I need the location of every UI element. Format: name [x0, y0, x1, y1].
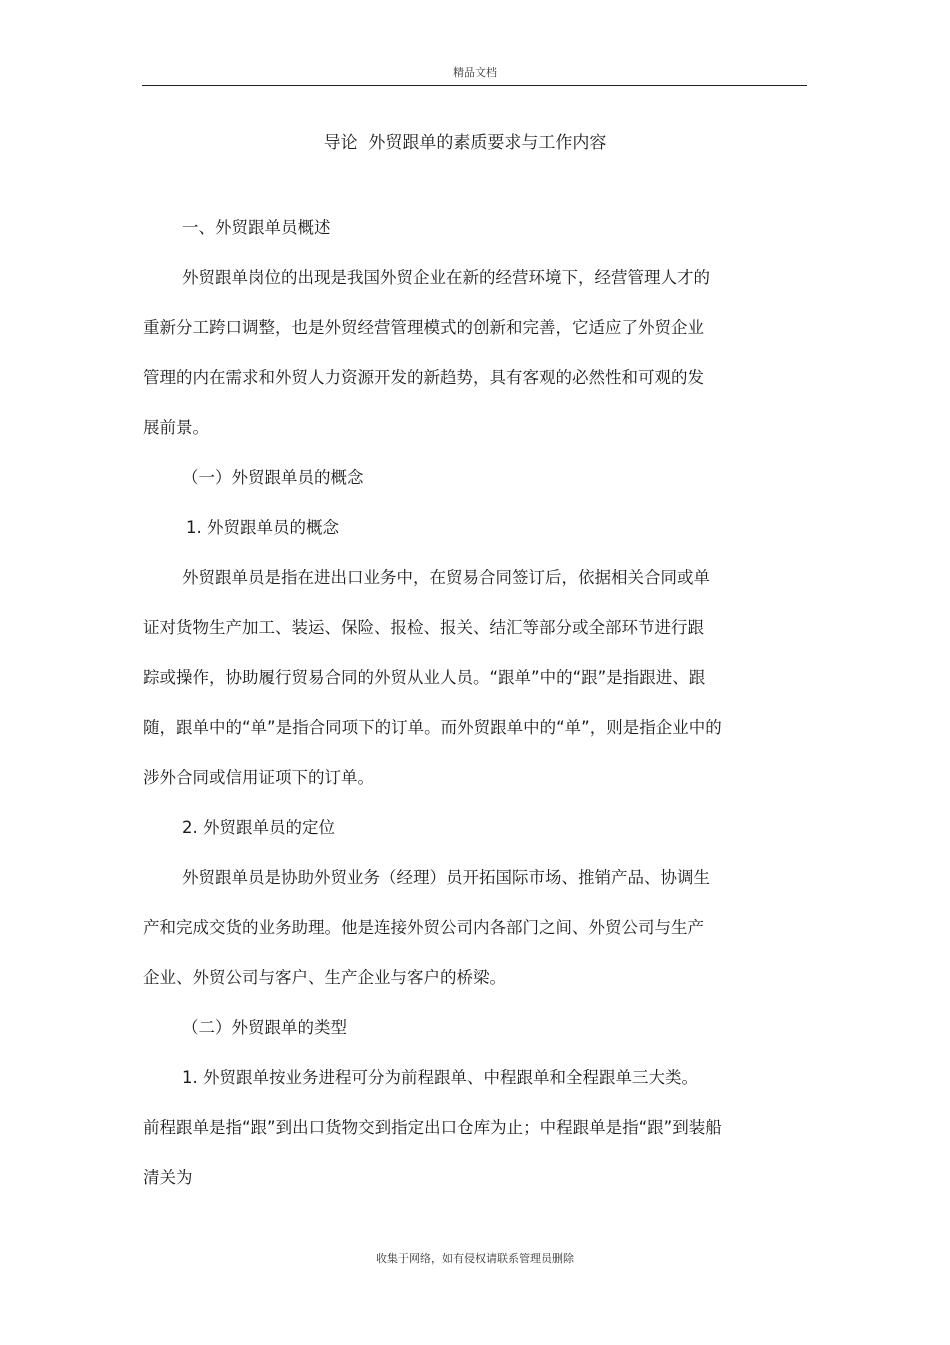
paragraph-line: 管理的内在需求和外贸人力资源开发的新趋势，具有客观的必然性和可观的发	[143, 368, 704, 387]
subsection-heading: （一）外贸跟单员的概念	[182, 468, 364, 487]
paragraph-line: 清关为	[143, 1168, 193, 1187]
paragraph-line: 企业、外贸公司与客户、生产企业与客户的桥梁。	[143, 968, 506, 987]
numbered-heading: 1. 外贸跟单按业务进程可分为前程跟单、中程跟单和全程跟单三大类。	[182, 1068, 698, 1087]
page-footer-label: 收集于网络，如有侵权请联系管理员删除	[376, 1252, 574, 1265]
document-title: 导论 外贸跟单的素质要求与工作内容	[323, 133, 607, 153]
numbered-heading: 2. 外贸跟单员的定位	[182, 818, 335, 837]
paragraph-line: 证对货物生产加工、装运、保险、报检、报关、结汇等部分或全部环节进行跟	[143, 618, 704, 637]
paragraph-line: 外贸跟单岗位的出现是我国外贸企业在新的经营环境下，经营管理人才的	[182, 268, 710, 287]
paragraph-line: 重新分工跨口调整，也是外贸经营管理模式的创新和完善，它适应了外贸企业	[143, 318, 704, 337]
paragraph-line: 随，跟单中的“单”是指合同项下的订单。而外贸跟单中的“单”，则是指企业中的	[143, 718, 722, 737]
paragraph-line: 涉外合同或信用证项下的订单。	[143, 768, 374, 787]
page-header-label: 精品文档	[453, 66, 497, 79]
numbered-heading: 1. 外贸跟单员的概念	[186, 518, 339, 537]
paragraph-line: 前程跟单是指“跟”到出口货物交到指定出口仓库为止；中程跟单是指“跟”到装船	[143, 1118, 722, 1137]
paragraph-line: 踪或操作，协助履行贸易合同的外贸从业人员。“跟单”中的“跟”是指跟进、跟	[143, 668, 706, 687]
section-heading-1: 一、外贸跟单员概述	[182, 218, 331, 237]
subsection-heading: （二）外贸跟单的类型	[182, 1018, 347, 1037]
paragraph-line: 外贸跟单员是协助外贸业务（经理）员开拓国际市场、推销产品、协调生	[182, 868, 710, 887]
paragraph-line: 展前景。	[143, 418, 209, 437]
paragraph-line: 产和完成交货的业务助理。他是连接外贸公司内各部门之间、外贸公司与生产	[143, 918, 704, 937]
header-divider	[142, 85, 807, 86]
paragraph-line: 外贸跟单员是指在进出口业务中，在贸易合同签订后，依据相关合同或单	[182, 568, 710, 587]
